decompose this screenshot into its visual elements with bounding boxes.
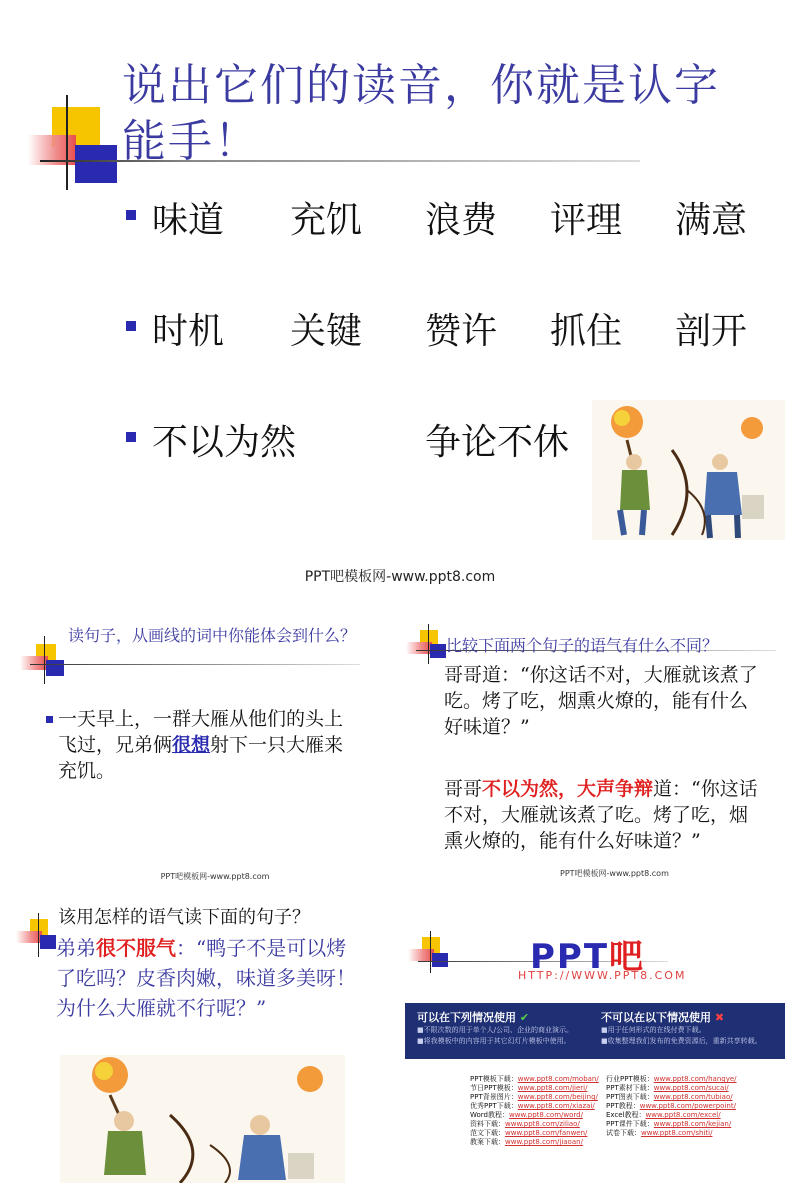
logo-text: PPT — [530, 937, 610, 977]
link-row — [606, 1102, 737, 1111]
cannot-use-item: ■收集整理我们发布的免费资源后，重新共享转载。 — [601, 1037, 762, 1045]
link-row — [470, 1129, 599, 1138]
link-row — [470, 1075, 599, 1084]
link-row — [470, 1120, 599, 1129]
deco-blue-square — [430, 644, 446, 658]
link-label: PPT教程： — [606, 1102, 640, 1110]
link-row — [606, 1084, 737, 1093]
check-icon: ✔ — [519, 1011, 530, 1024]
can-use-item: ■将我模板中的内容用于其它幻灯片模板中使用。 — [417, 1037, 571, 1045]
word: 满意 — [675, 200, 748, 241]
link-label: 优秀PPT下载： — [470, 1102, 518, 1110]
link-row — [470, 1111, 599, 1120]
deco-horizontal-line — [30, 664, 360, 665]
link-url[interactable]: www.ppt8.com/fanwen/ — [505, 1129, 588, 1137]
link-row — [606, 1120, 737, 1129]
word: 充饥 — [290, 200, 363, 241]
cannot-use-section — [601, 1009, 781, 1047]
slide-title — [122, 58, 762, 170]
link-url[interactable]: www.ppt8.com/tubiao/ — [653, 1093, 733, 1101]
word: 关键 — [290, 311, 363, 352]
deco-blue-square — [40, 935, 56, 949]
highlighted-phrase: 很不服气 — [96, 936, 176, 960]
deco-vertical-line — [428, 624, 429, 664]
underlined-word: 很想 — [172, 734, 211, 756]
promo-url[interactable]: HTTP://WWW.PPT8.COM — [518, 969, 687, 982]
can-use-section — [417, 1009, 597, 1047]
link-label: Word教程： — [470, 1111, 509, 1119]
link-url[interactable]: www.ppt8.com/shiti/ — [641, 1129, 713, 1137]
cannot-use-title: 不可以在以下情况使用 — [601, 1011, 711, 1024]
link-url[interactable]: www.ppt8.com/sucai/ — [653, 1084, 729, 1092]
sentence-text: 射下一只大雁来充饥。 — [58, 734, 344, 782]
word: 剖开 — [675, 311, 748, 352]
slide-3 — [400, 600, 800, 895]
slide-2 — [0, 600, 400, 895]
deco-vertical-line — [44, 636, 45, 684]
link-label: PPT课件下载： — [606, 1120, 654, 1128]
deco-vertical-line — [66, 95, 68, 190]
link-label: PPT背景图片： — [470, 1093, 518, 1101]
link-url[interactable]: www.ppt8.com/powerpoint/ — [639, 1102, 736, 1110]
links-right — [606, 1075, 737, 1138]
link-url[interactable]: www.ppt8.com/beijing/ — [517, 1093, 598, 1101]
link-url[interactable]: www.ppt8.com/word/ — [509, 1111, 583, 1119]
word: 赞许 — [425, 311, 498, 352]
sentence — [58, 706, 358, 784]
link-row — [470, 1138, 599, 1147]
deco-vertical-line — [430, 931, 431, 973]
deco-blue-square — [75, 145, 117, 183]
cannot-use-item: ■用于任何形式的在线付费下载。 — [601, 1026, 706, 1034]
deco-vertical-line — [38, 913, 39, 957]
slide-4 — [0, 895, 400, 1194]
link-label: PPT图表下载： — [606, 1093, 654, 1101]
slide-watermark: PPT吧模板网-www.ppt8.com — [304, 569, 496, 585]
link-url[interactable]: www.ppt8.com/ziliao/ — [505, 1120, 580, 1128]
sentence-text: ：“鸭子不是可以烤了吃吗？皮香肉嫩，味道多美呀！为什么大雁就不行呢？” — [56, 936, 356, 1020]
hunters-illustration — [60, 1055, 345, 1183]
link-label: 节日PPT模板： — [470, 1084, 518, 1092]
word: 浪费 — [425, 200, 498, 241]
slide-title-line1: 说出它们的读音，你就是认字 — [122, 60, 720, 111]
slide-heading: 读句子，从画线的词中你能体会到什么？ — [68, 626, 357, 645]
link-label: Excel教程： — [606, 1111, 646, 1119]
slide-heading: 比较下面两个句子的语气有什么不同？ — [446, 636, 719, 655]
link-url[interactable]: www.ppt8.com/jieri/ — [517, 1084, 588, 1092]
logo-suffix: 吧 — [609, 937, 646, 977]
links-left — [470, 1075, 599, 1147]
word: 味道 — [152, 200, 225, 241]
link-url[interactable]: www.ppt8.com/xiazai/ — [517, 1102, 595, 1110]
word: 不以为然 — [152, 422, 297, 463]
bullet-icon — [126, 210, 136, 220]
sentence-text: 哥哥 — [444, 778, 483, 800]
link-label: PPT模板下载： — [470, 1075, 518, 1083]
word: 争论不休 — [425, 422, 570, 463]
can-use-item: ■不限次数的用于单个人/公司、企业的商业演示。 — [417, 1026, 573, 1034]
sentence-text: 弟弟 — [56, 936, 96, 960]
link-row — [606, 1093, 737, 1102]
link-label: PPT素材下载： — [606, 1084, 654, 1092]
bullet-icon — [126, 432, 136, 442]
slide-watermark: PPT吧模板网-www.ppt8.com — [560, 869, 669, 878]
link-label: 范文下载： — [470, 1129, 505, 1137]
word: 评理 — [550, 200, 623, 241]
deco-blue-square — [46, 660, 64, 676]
slide-watermark: PPT吧模板网-www.ppt8.com — [160, 872, 270, 881]
link-url[interactable]: www.ppt8.com/excel/ — [645, 1111, 721, 1119]
link-row — [606, 1075, 737, 1084]
slide-title-line2: 能手！ — [122, 116, 260, 167]
link-row — [606, 1129, 737, 1138]
hunters-illustration — [592, 400, 785, 540]
sentence — [56, 933, 366, 1023]
link-row — [470, 1093, 599, 1102]
link-url[interactable]: www.ppt8.com/hangye/ — [653, 1075, 737, 1083]
deco-blue-square — [432, 953, 448, 967]
link-row — [606, 1111, 737, 1120]
link-label: 行业PPT模板： — [606, 1075, 654, 1083]
sentence-text: 一天早上，一群大雁从他们的头上飞过，兄弟俩 — [58, 708, 344, 756]
highlighted-phrase: 不以为然，大声争辩 — [482, 778, 654, 800]
link-row — [470, 1084, 599, 1093]
can-use-title: 可以在下列情况使用 — [417, 1011, 516, 1024]
bullet-icon — [46, 716, 53, 723]
slide-5 — [400, 895, 800, 1194]
link-url[interactable]: www.ppt8.com/moban/ — [517, 1075, 599, 1083]
sentence-text: 道：“你这话不对，大雁就该煮了吃。烤了吃，烟熏火燎的，能有什么好味道？” — [444, 778, 758, 852]
link-url[interactable]: www.ppt8.com/jiaoan/ — [505, 1138, 583, 1146]
slide-heading: 该用怎样的语气读下面的句子？ — [58, 907, 310, 928]
bullet-icon — [126, 321, 136, 331]
word: 抓住 — [550, 311, 623, 352]
link-label: 资料下载： — [470, 1120, 505, 1128]
link-url[interactable]: www.ppt8.com/kejian/ — [653, 1120, 732, 1128]
link-row — [470, 1102, 599, 1111]
word: 时机 — [152, 311, 225, 352]
link-label: 教案下载： — [470, 1138, 505, 1146]
link-label: 试卷下载： — [606, 1129, 641, 1137]
sentence-1: 哥哥道：“你这话不对，大雁就该煮了吃。烤了吃，烟熏火燎的，能有什么好味道？” — [444, 664, 758, 738]
sentence-2 — [444, 776, 764, 854]
cross-icon: ✖ — [714, 1011, 725, 1024]
usage-terms-box — [405, 1003, 785, 1059]
